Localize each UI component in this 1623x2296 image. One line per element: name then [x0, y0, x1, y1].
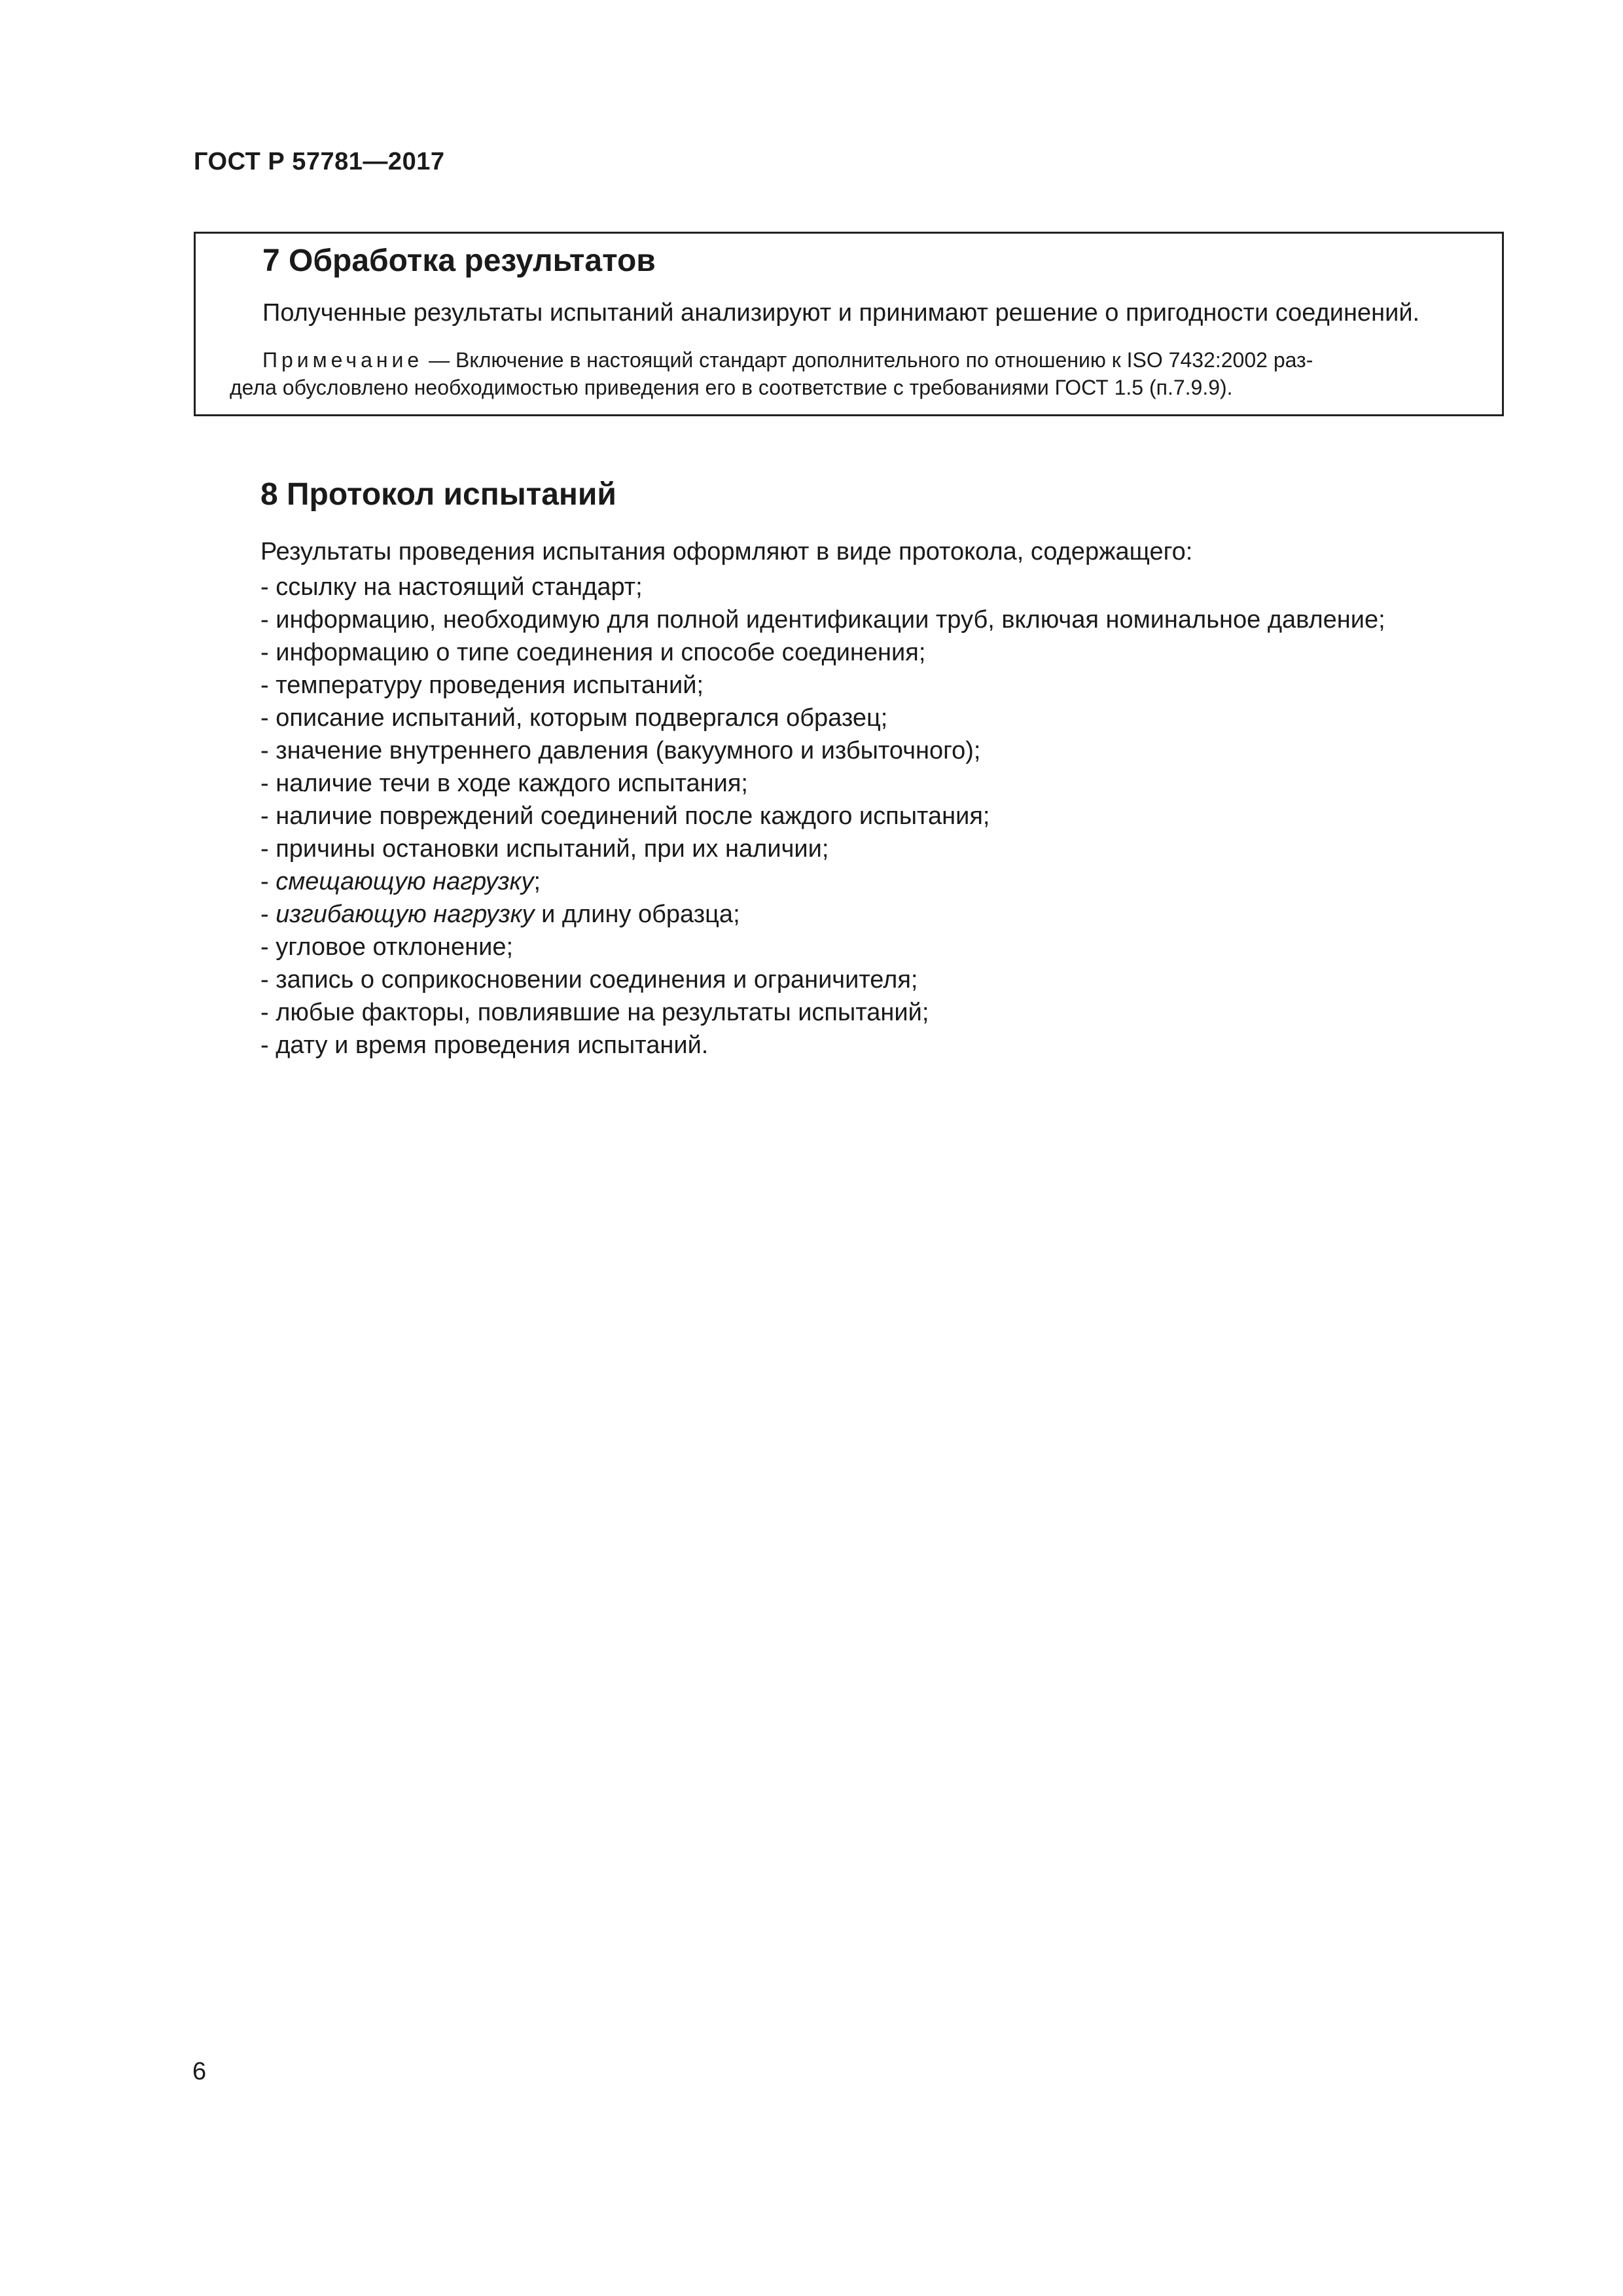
document-code-header: ГОСТ Р 57781—2017 [194, 148, 445, 175]
list-item-italic: изгибающую нагрузку [276, 901, 535, 928]
protocol-contents-list [260, 571, 1385, 1062]
note-text-1: — Включение в настоящий стандарт дополнительного по отношению к ISO 7432:2002 раз- [423, 348, 1313, 372]
list-item-suffix: и длину образца; [534, 901, 740, 928]
list-item: - информацию о типе соединения и способе соединения; [260, 639, 926, 666]
section-7-box [194, 232, 1504, 416]
list-item: - наличие течи в ходе каждого испытания; [260, 770, 748, 797]
list-item-prefix: - [260, 868, 276, 895]
section-7-title: 7 Обработка результатов [262, 243, 656, 278]
list-item-suffix: ; [533, 868, 541, 895]
list-item: - любые факторы, повлиявшие на результаты испытаний; [260, 999, 929, 1026]
note-line-2: дела обусловлено необходимостью приведения его в соответствие с требованиями ГОСТ 1.5 (п.7.9.9). [230, 376, 1233, 399]
section-7-paragraph: Полученные результаты испытаний анализируют и принимают решение о пригодности соединений. [262, 299, 1420, 327]
list-item: - температуру проведения испытаний; [260, 672, 704, 699]
list-item: - ссылку на настоящий стандарт; [260, 573, 643, 601]
note-label: Примечание [262, 348, 423, 372]
list-item-prefix: - [260, 901, 276, 928]
note-line-1 [230, 346, 1471, 374]
list-item: - значение внутреннего давления (вакуумного и избыточного); [260, 737, 981, 764]
list-item [260, 898, 1385, 931]
section-7-note [230, 346, 1471, 401]
section-8-intro: Результаты проведения испытания оформляют в виде протокола, содержащего: [260, 538, 1193, 565]
page-number: 6 [192, 2058, 207, 2085]
list-item-italic: смещающую нагрузку [276, 868, 534, 895]
section-8-title: 8 Протокол испытаний [260, 477, 616, 512]
list-item [260, 865, 1385, 898]
list-item: - запись о соприкосновении соединения и ограничителя; [260, 966, 918, 994]
list-item: - причины остановки испытаний, при их наличии; [260, 835, 829, 863]
list-item: - информацию, необходимую для полной идентификации труб, включая номинальное давление; [260, 606, 1385, 634]
list-item: - угловое отклонение; [260, 933, 514, 961]
list-item: - наличие повреждений соединений после каждого испытания; [260, 802, 990, 830]
list-item: - описание испытаний, которым подвергался образец; [260, 704, 888, 732]
list-item: - дату и время проведения испытаний. [260, 1031, 709, 1059]
